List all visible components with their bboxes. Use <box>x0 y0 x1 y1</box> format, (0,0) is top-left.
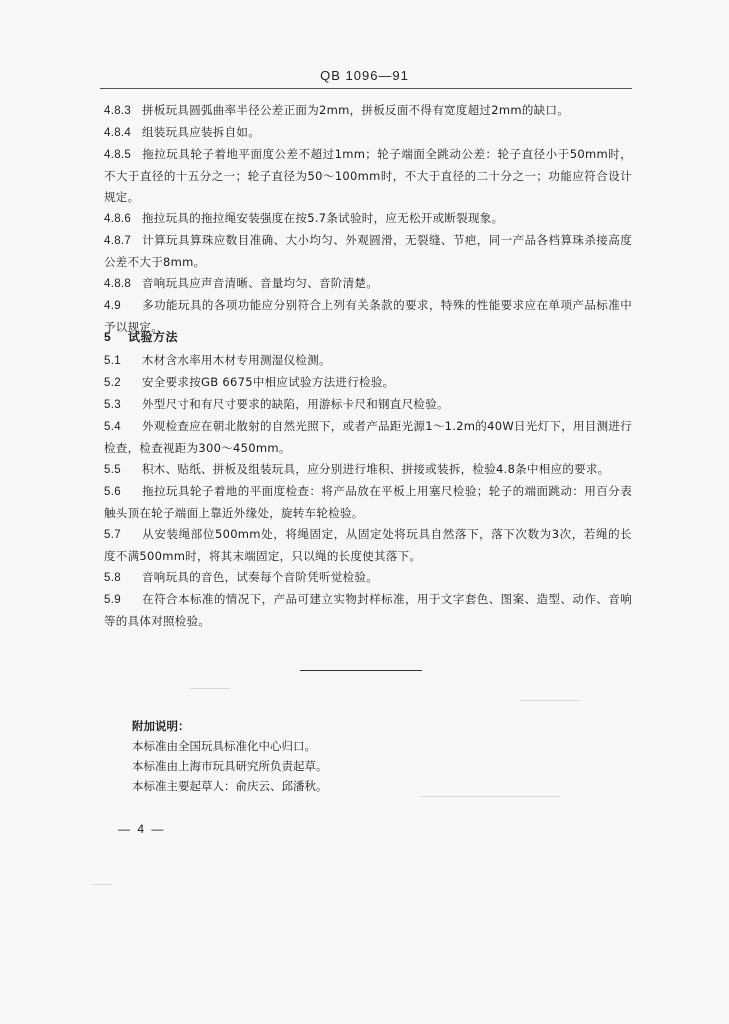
clause <box>104 273 632 295</box>
clause-number: 4.8.6 <box>104 213 132 225</box>
clause-text: 安全要求按GB 6675中相应试验方法进行检验。 <box>142 375 395 389</box>
scan-speck <box>420 796 560 797</box>
clause-text: 拖拉玩具的拖拉绳安装强度在按5.7条试验时，应无松开或断裂现象。 <box>142 211 504 225</box>
header-rule <box>100 88 632 89</box>
clause <box>104 122 632 144</box>
method-clause <box>104 567 632 589</box>
clause-text: 音响玩具的音色，试奏每个音阶凭听觉检验。 <box>142 570 378 584</box>
clause-number: 4.8.5 <box>104 149 132 161</box>
method-clause <box>104 350 632 372</box>
method-clause <box>104 459 632 481</box>
clause-text: 组装玩具应装拆自如。 <box>142 125 260 139</box>
method-clause <box>104 372 632 394</box>
clause-text: 拖拉玩具轮子着地平面度公差不超过1mm；轮子端面全跳动公差：轮子直径小于50mm时，不大于直径的十五分之一；轮子直径为50～100mm时，不大于直径的二十分之一；功能应符合设计规定。 <box>104 147 632 204</box>
clause-number: 4.8.7 <box>104 235 132 247</box>
method-clause <box>104 524 632 567</box>
note-line: 本标准由上海市玩具研究所负责起草。 <box>132 759 328 773</box>
clause-text: 外型尺寸和有尺寸要求的缺陷，用游标卡尺和钢直尺检验。 <box>142 397 449 411</box>
clause-text: 计算玩具算珠应数目准确、大小均匀、外观圆滑，无裂缝、节疤，同一产品各档算珠杀接高度公差不大于8mm。 <box>104 233 632 269</box>
clause-number: 4.9 <box>104 300 121 312</box>
clause-number: 4.8.4 <box>104 127 132 139</box>
note-line: 本标准由全国玩具标准化中心归口。 <box>132 739 316 753</box>
clause <box>104 208 632 230</box>
scan-speck <box>190 688 230 689</box>
test-methods <box>104 350 632 632</box>
clause-number: 4.8.8 <box>104 278 132 290</box>
clause-number: 5.5 <box>104 464 121 476</box>
section-number: 5 <box>104 330 112 344</box>
section-divider <box>300 670 422 671</box>
clause-number: 4.8.3 <box>104 105 132 117</box>
clause-number: 5.7 <box>104 529 121 541</box>
notes-title: 附加说明： <box>132 719 190 733</box>
clause-text: 在符合本标准的情况下，产品可建立实物封样标准，用于文字套色、图案、造型、动作、音响等的具体对照检验。 <box>104 592 632 628</box>
clause-number: 5.6 <box>104 486 121 498</box>
clause-text: 积木、贴纸、拼板及组装玩具，应分别进行堆积、拼接或装拆，检验4.8条中相应的要求。 <box>142 462 610 476</box>
clause-number: 5.9 <box>104 594 121 606</box>
method-clause <box>104 416 632 459</box>
page-number: — 4 — <box>118 822 166 836</box>
note-line: 本标准主要起草人：俞庆云、邱潘秋。 <box>132 779 328 793</box>
additional-notes <box>132 716 592 796</box>
section-title: 试验方法 <box>128 330 179 344</box>
clause-text: 多功能玩具的各项功能应分别符合上列有关条款的要求，特殊的性能要求应在单项产品标准中予以规定。 <box>104 298 632 334</box>
clause <box>104 295 632 338</box>
clause-number: 5.2 <box>104 377 121 389</box>
clause-number: 5.8 <box>104 572 121 584</box>
scan-speck <box>92 884 112 885</box>
method-clause <box>104 394 632 416</box>
clause <box>104 144 632 208</box>
method-clause <box>104 481 632 524</box>
requirements-clauses <box>104 100 632 338</box>
clause-text: 音响玩具应声音清晰、音量均匀、音阶清楚。 <box>142 276 378 290</box>
clause <box>104 230 632 273</box>
clause-number: 5.3 <box>104 399 121 411</box>
clause-text: 木材含水率用木材专用测湿仪检测。 <box>142 353 331 367</box>
clause-text: 外观检查应在朝北散射的自然光照下，或者产品距光源1～1.2m的40W日光灯下，用目测进行检查，检查视距为300～450mm。 <box>104 419 633 455</box>
clause-text: 拖拉玩具轮子着地的平面度检查：将产品放在平板上用塞尺检验；轮子的端面跳动：用百分表触头顶在轮子端面上靠近外缘处，旋转车轮检验。 <box>104 484 632 520</box>
clause-text: 从安装绳部位500mm处，将绳固定，从固定处将玩具自然落下，落下次数为3次，若绳的长度不满500mm时，将其末端固定，只以绳的长度使其落下。 <box>104 527 632 563</box>
section-heading <box>104 328 178 345</box>
clause-number: 5.4 <box>104 421 121 433</box>
clause-number: 5.1 <box>104 355 121 367</box>
clause-text: 拼板玩具圆弧曲率半径公差正面为2mm，拼板反面不得有宽度超过2mm的缺口。 <box>142 103 570 117</box>
clause <box>104 100 632 122</box>
method-clause <box>104 589 632 632</box>
scan-speck <box>520 700 580 701</box>
standard-header: QB 1096—91 <box>320 68 409 83</box>
